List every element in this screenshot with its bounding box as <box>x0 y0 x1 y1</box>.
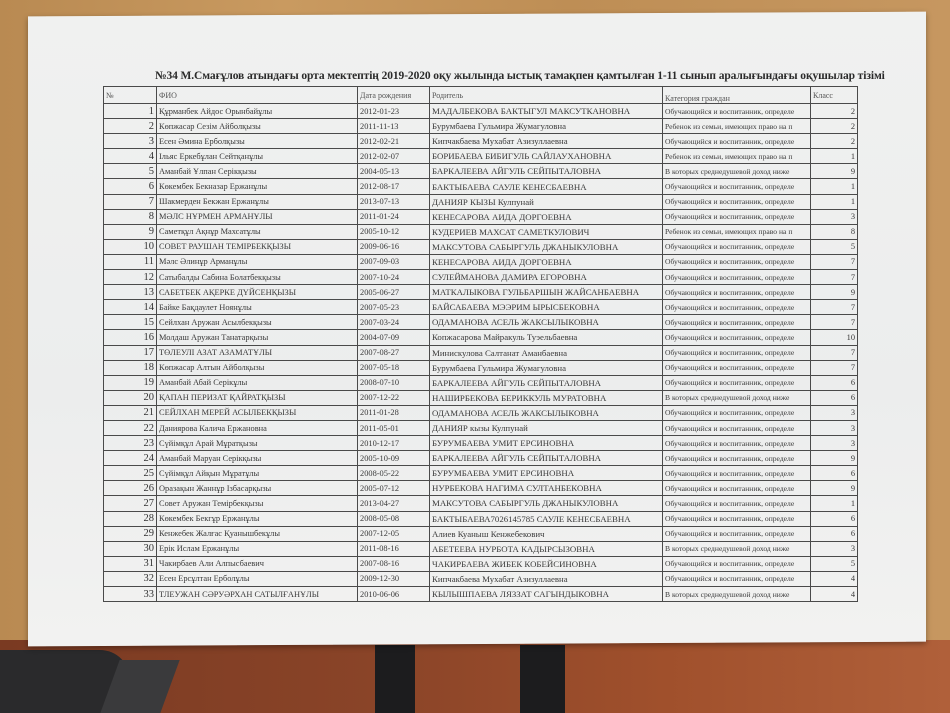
cell-fio: Көпжасар Сезім Айболқызы <box>157 119 358 134</box>
cell-date: 2007-10-24 <box>358 270 430 285</box>
table-row <box>104 164 858 179</box>
table-row <box>104 119 858 134</box>
cell-no: 21 <box>104 405 157 420</box>
cell-date: 2005-10-12 <box>358 224 430 239</box>
cell-fio: Молдаш Аружан Танатарқызы <box>157 330 358 345</box>
cell-date: 2007-12-05 <box>358 526 430 541</box>
cell-class: 3 <box>811 420 858 435</box>
column-header-date: Дата рождения <box>358 87 430 104</box>
cell-parent: БУРУМБАЕВА УМИТ ЕРСИНОВНА <box>430 466 663 481</box>
cell-date: 2013-04-27 <box>358 496 430 511</box>
column-header-class: Класс <box>811 87 858 104</box>
cell-class: 9 <box>811 451 858 466</box>
table-row <box>104 270 858 285</box>
cell-class: 2 <box>811 119 858 134</box>
cell-fio: Ерік Ислам Ержанұлы <box>157 541 358 556</box>
cell-category: Обучающийся и воспитанник, определе <box>663 345 811 360</box>
cell-date: 2011-01-28 <box>358 405 430 420</box>
cell-fio: Сүйімқұл Айқын Мұратұлы <box>157 466 358 481</box>
table-row <box>104 405 858 420</box>
cell-no: 6 <box>104 179 157 194</box>
column-header-parent: Родитель <box>430 87 663 104</box>
cell-no: 20 <box>104 390 157 405</box>
cell-category: Обучающийся и воспитанник, определе <box>663 360 811 375</box>
table-row <box>104 541 858 556</box>
cell-parent: НАШИРБЕКОВА БЕРИККУЛЬ МУРАТОВНА <box>430 390 663 405</box>
column-header-fio: ФИО <box>157 87 358 104</box>
table-row <box>104 556 858 571</box>
cell-date: 2007-08-27 <box>358 345 430 360</box>
cell-category: В которых среднедушевой доход ниже <box>663 164 811 179</box>
cell-no: 7 <box>104 194 157 209</box>
table-row <box>104 194 858 209</box>
cell-date: 2004-05-13 <box>358 164 430 179</box>
cell-fio: ТӨЛЕУЛІ АЗАТ АЗАМАТҰЛЫ <box>157 345 358 360</box>
cell-category: Обучающийся и воспитанник, определе <box>663 526 811 541</box>
cell-category: Обучающийся и воспитанник, определе <box>663 209 811 224</box>
chair-leg <box>375 645 415 713</box>
cell-no: 16 <box>104 330 157 345</box>
cell-class: 2 <box>811 134 858 149</box>
cell-parent: МАКСУТОВА САБЫРГУЛЬ ДЖАНЫКУЛОВНА <box>430 496 663 511</box>
cell-category: В которых среднедушевой доход ниже <box>663 541 811 556</box>
cell-class: 2 <box>811 104 858 119</box>
cell-no: 18 <box>104 360 157 375</box>
cell-fio: ҚАПАН ПЕРИЗАТ ҚАЙРАТҚЫЗЫ <box>157 390 358 405</box>
cell-parent: МАДАЛБЕКОВА БАКТЫГУЛ МАКСУТКАНОВНА <box>430 104 663 119</box>
cell-fio: Құрманбек Айдос Орынбайұлы <box>157 104 358 119</box>
cell-no: 26 <box>104 481 157 496</box>
cell-parent: ДАНИЯР кызы Кулпунай <box>430 420 663 435</box>
cell-category: Обучающийся и воспитанник, определе <box>663 330 811 345</box>
cell-class: 3 <box>811 436 858 451</box>
cell-no: 15 <box>104 315 157 330</box>
cell-fio: Есен Ерсұлтан Ерболұлы <box>157 571 358 586</box>
cell-parent: ЧАКИРБАЕВА ЖИБЕК КОБЕЙСИНОВНА <box>430 556 663 571</box>
table-row <box>104 526 858 541</box>
cell-no: 8 <box>104 209 157 224</box>
cell-parent: БАРКАЛЕЕВА АЙГУЛЬ СЕЙПЫТАЛОВНА <box>430 164 663 179</box>
cell-parent: ОДАМАНОВА АСЕЛЬ ЖАКСЫЛЫКОВНА <box>430 315 663 330</box>
cell-category: Ребенок из семьи, имеющих право на п <box>663 149 811 164</box>
cell-category: Обучающийся и воспитанник, определе <box>663 270 811 285</box>
cell-class: 6 <box>811 390 858 405</box>
cell-date: 2011-08-16 <box>358 541 430 556</box>
cell-category: Обучающийся и воспитанник, определе <box>663 254 811 269</box>
cell-parent: КУДЕРИЕВ МАХСАТ САМЕТКУЛОВИЧ <box>430 224 663 239</box>
cell-category: Обучающийся и воспитанник, определе <box>663 496 811 511</box>
cell-class: 3 <box>811 405 858 420</box>
table-row <box>104 466 858 481</box>
table-row <box>104 345 858 360</box>
table-row <box>104 375 858 390</box>
cell-category: Обучающийся и воспитанник, определе <box>663 239 811 254</box>
cell-no: 14 <box>104 300 157 315</box>
table-row <box>104 224 858 239</box>
cell-class: 6 <box>811 526 858 541</box>
table-row <box>104 390 858 405</box>
cell-class: 5 <box>811 239 858 254</box>
cell-date: 2007-09-03 <box>358 254 430 269</box>
cell-date: 2004-07-09 <box>358 330 430 345</box>
cell-class: 6 <box>811 466 858 481</box>
cell-parent: МАТКАЛЫКОВА ГУЛЬБАРШЫН ЖАЙСАНБАЕВНА <box>430 285 663 300</box>
table-row <box>104 179 858 194</box>
cell-date: 2005-06-27 <box>358 285 430 300</box>
cell-fio: Сүйімқұл Арай Мұратқызы <box>157 436 358 451</box>
cell-category: Обучающийся и воспитанник, определе <box>663 179 811 194</box>
cell-fio: МӘЛС НҰРМЕН АРМАНҰЛЫ <box>157 209 358 224</box>
cell-category: Обучающийся и воспитанник, определе <box>663 451 811 466</box>
table-row <box>104 104 858 119</box>
cell-no: 31 <box>104 556 157 571</box>
cell-fio: Байке Бақдаулет Ноянұлы <box>157 300 358 315</box>
cell-fio: Даниярова Калича Ержановна <box>157 420 358 435</box>
cell-parent: ДАНИЯР КЫЗЫ Кулпунай <box>430 194 663 209</box>
cell-category: Обучающийся и воспитанник, определе <box>663 134 811 149</box>
cell-class: 4 <box>811 587 858 602</box>
cell-fio: Сатыбалды Сабина Болатбекқызы <box>157 270 358 285</box>
cell-class: 9 <box>811 481 858 496</box>
cell-category: В которых среднедушевой доход ниже <box>663 587 811 602</box>
cell-date: 2010-12-17 <box>358 436 430 451</box>
table-row <box>104 481 858 496</box>
cell-fio: Көкембек Бекназар Ержанұлы <box>157 179 358 194</box>
cell-parent: КЫЛЫШПАЕВА ЛЯЗЗАТ САГЫНДЫКОВНА <box>430 587 663 602</box>
cell-no: 11 <box>104 254 157 269</box>
cell-class: 6 <box>811 375 858 390</box>
cell-fio: Аманбай Ұлпан Серікқызы <box>157 164 358 179</box>
cell-no: 32 <box>104 571 157 586</box>
cell-category: Обучающийся и воспитанник, определе <box>663 194 811 209</box>
table-row <box>104 360 858 375</box>
cell-date: 2007-05-23 <box>358 300 430 315</box>
cell-class: 7 <box>811 345 858 360</box>
cell-parent: Бурумбаева Гульмира Жумагуловна <box>430 360 663 375</box>
cell-class: 1 <box>811 149 858 164</box>
table-row <box>104 209 858 224</box>
cell-category: Обучающийся и воспитанник, определе <box>663 571 811 586</box>
cell-class: 4 <box>811 571 858 586</box>
cell-no: 24 <box>104 451 157 466</box>
cell-category: Ребенок из семьи, имеющих право на п <box>663 224 811 239</box>
cell-class: 7 <box>811 315 858 330</box>
cell-date: 2007-08-16 <box>358 556 430 571</box>
cell-date: 2009-06-16 <box>358 239 430 254</box>
cell-date: 2011-11-13 <box>358 119 430 134</box>
cell-no: 23 <box>104 436 157 451</box>
cell-no: 12 <box>104 270 157 285</box>
cell-no: 2 <box>104 119 157 134</box>
cell-parent: МАКСУТОВА САБЫРГУЛЬ ДЖАНЫКУЛОВНА <box>430 239 663 254</box>
cell-class: 1 <box>811 194 858 209</box>
cell-fio: Есен Әмина Ерболқызы <box>157 134 358 149</box>
cell-date: 2013-07-13 <box>358 194 430 209</box>
cell-class: 1 <box>811 496 858 511</box>
cell-fio: Совет Аружан Темірбекқызы <box>157 496 358 511</box>
cell-fio: Аманбай Маруан Серікқызы <box>157 451 358 466</box>
cell-class: 7 <box>811 254 858 269</box>
cell-category: Обучающийся и воспитанник, определе <box>663 285 811 300</box>
cell-class: 7 <box>811 300 858 315</box>
cell-category: Обучающийся и воспитанник, определе <box>663 511 811 526</box>
cell-fio: Көкембек Бекгұр Ержанұлы <box>157 511 358 526</box>
cell-no: 3 <box>104 134 157 149</box>
cell-parent: НУРБЕКОВА НАГИМА СУЛТАНБЕКОВНА <box>430 481 663 496</box>
cell-category: Обучающийся и воспитанник, определе <box>663 375 811 390</box>
cell-category: В которых среднедушевой доход ниже <box>663 390 811 405</box>
cell-parent: БАКТЫБАЕВА7026145785 САУЛЕ КЕНЕСБАЕВНА <box>430 511 663 526</box>
cell-parent: БАРКАЛЕЕВА АЙГУЛЬ СЕЙПЫТАЛОВНА <box>430 375 663 390</box>
cell-fio: Саметқұл Ақнұр Махсатұлы <box>157 224 358 239</box>
cell-date: 2010-06-06 <box>358 587 430 602</box>
table-row <box>104 496 858 511</box>
table-row <box>104 300 858 315</box>
cell-fio: Шакмерден Бекжан Ержанұлы <box>157 194 358 209</box>
column-header-category: Категория граждан <box>663 87 811 104</box>
cell-parent: БАКТЫБАЕВА САУЛЕ КЕНЕСБАЕВНА <box>430 179 663 194</box>
cell-date: 2007-05-18 <box>358 360 430 375</box>
cell-fio: ТЛЕУЖАН СӘРУӘРХАН САТЫЛҒАНҰЛЫ <box>157 587 358 602</box>
cell-date: 2008-05-08 <box>358 511 430 526</box>
cell-category: Обучающийся и воспитанник, определе <box>663 315 811 330</box>
cell-class: 5 <box>811 556 858 571</box>
table-row <box>104 451 858 466</box>
cell-fio: Кенжебек Жалғас Қуанышбекұлы <box>157 526 358 541</box>
cell-category: Обучающийся и воспитанник, определе <box>663 420 811 435</box>
cell-no: 28 <box>104 511 157 526</box>
cell-no: 25 <box>104 466 157 481</box>
table-row <box>104 587 858 602</box>
cell-no: 19 <box>104 375 157 390</box>
cell-fio: Чакирбаев Али Алпысбаевич <box>157 556 358 571</box>
table-row <box>104 285 858 300</box>
cell-parent: Алиев Куаныш Кенжебекович <box>430 526 663 541</box>
cell-date: 2007-12-22 <box>358 390 430 405</box>
table-row <box>104 511 858 526</box>
cell-category: Ребенок из семьи, имеющих право на п <box>663 119 811 134</box>
cell-fio: Көпжасар Алтын Айболқызы <box>157 360 358 375</box>
table-row <box>104 134 858 149</box>
cell-date: 2012-08-17 <box>358 179 430 194</box>
cell-no: 33 <box>104 587 157 602</box>
table-row <box>104 330 858 345</box>
cell-date: 2008-05-22 <box>358 466 430 481</box>
cell-no: 17 <box>104 345 157 360</box>
cell-class: 7 <box>811 360 858 375</box>
cell-parent: Минискулова Салтанат Аманбаевна <box>430 345 663 360</box>
cell-no: 13 <box>104 285 157 300</box>
cell-date: 2011-01-24 <box>358 209 430 224</box>
cell-date: 2012-02-21 <box>358 134 430 149</box>
cell-no: 5 <box>104 164 157 179</box>
cell-no: 30 <box>104 541 157 556</box>
cell-parent: СУЛЕЙМАНОВА ДАМИРА ЕГОРОВНА <box>430 270 663 285</box>
column-header-no: № <box>104 87 157 104</box>
cell-date: 2005-10-09 <box>358 451 430 466</box>
cell-parent: Кипчакбаева Мухабат Азизуллаевна <box>430 134 663 149</box>
cell-fio: СЕЙЛХАН МЕРЕЙ АСЫЛБЕКҚЫЗЫ <box>157 405 358 420</box>
cell-parent: БУРУМБАЕВА УМИТ ЕРСИНОВНА <box>430 436 663 451</box>
cell-fio: Оразақын Жаннұр Ізбасарқызы <box>157 481 358 496</box>
table-row <box>104 149 858 164</box>
cell-class: 9 <box>811 285 858 300</box>
table-row <box>104 571 858 586</box>
cell-class: 9 <box>811 164 858 179</box>
cell-date: 2008-07-10 <box>358 375 430 390</box>
table-row <box>104 315 858 330</box>
cell-date: 2012-02-07 <box>358 149 430 164</box>
cell-class: 8 <box>811 224 858 239</box>
cell-parent: Бурумбаева Гульмира Жумагуловна <box>430 119 663 134</box>
cell-category: Обучающийся и воспитанник, определе <box>663 405 811 420</box>
cell-class: 3 <box>811 541 858 556</box>
student-roster-table <box>103 86 858 602</box>
cell-date: 2012-01-23 <box>358 104 430 119</box>
cell-parent: КЕНЕСАРОВА АИДА ДОРГОЕВНА <box>430 254 663 269</box>
cell-fio: САБЕТБЕК АҚЕРКЕ ДҮЙСЕНҚЫЗЫ <box>157 285 358 300</box>
cell-fio: Ільяс Еркебұлан Сейтқанұлы <box>157 149 358 164</box>
cell-category: Обучающийся и воспитанник, определе <box>663 300 811 315</box>
document-title: №34 М.Смағұлов атындағы орта мектептің 2019-2020 оқу жылында ыстық тамақпен қамтылған 1-11 сынып аралығындағы оқушылар тізімі <box>155 70 885 82</box>
cell-date: 2005-07-12 <box>358 481 430 496</box>
cell-class: 3 <box>811 209 858 224</box>
cell-date: 2007-03-24 <box>358 315 430 330</box>
cell-class: 1 <box>811 179 858 194</box>
cell-category: Обучающийся и воспитанник, определе <box>663 481 811 496</box>
cell-no: 22 <box>104 420 157 435</box>
cell-category: Обучающийся и воспитанник, определе <box>663 436 811 451</box>
table-header-row <box>104 87 858 104</box>
cell-parent: БОРИБАЕВА БИБИГУЛЬ САЙЛАУХАНОВНА <box>430 149 663 164</box>
cell-no: 4 <box>104 149 157 164</box>
cell-category: Обучающийся и воспитанник, определе <box>663 466 811 481</box>
table-row <box>104 254 858 269</box>
chair-leg <box>520 645 565 713</box>
cell-fio: Аманбай Абай Серікұлы <box>157 375 358 390</box>
cell-parent: ОДАМАНОВА АСЕЛЬ ЖАКСЫЛЫКОВНА <box>430 405 663 420</box>
cell-fio: Мәлс Әлинұр Арманұлы <box>157 254 358 269</box>
table-body <box>104 104 858 602</box>
cell-class: 6 <box>811 511 858 526</box>
cell-parent: Копжасарова Майракуль Туэельбаевна <box>430 330 663 345</box>
cell-date: 2009-12-30 <box>358 571 430 586</box>
table-row <box>104 420 858 435</box>
cell-parent: КЕНЕСАРОВА АИДА ДОРГОЕВНА <box>430 209 663 224</box>
cell-parent: Кипчакбаева Мухабат Азизуллаевна <box>430 571 663 586</box>
cell-no: 9 <box>104 224 157 239</box>
cell-fio: Сейлхан Аружан Асылбекқызы <box>157 315 358 330</box>
cell-no: 29 <box>104 526 157 541</box>
cell-parent: БАРКАЛЕЕВА АЙГУЛЬ СЕЙПЫТАЛОВНА <box>430 451 663 466</box>
cell-class: 7 <box>811 270 858 285</box>
cell-category: Обучающийся и воспитанник, определе <box>663 104 811 119</box>
cell-category: Обучающийся и воспитанник, определе <box>663 556 811 571</box>
cell-class: 10 <box>811 330 858 345</box>
table-row <box>104 436 858 451</box>
cell-fio: СОВЕТ РАУШАН ТЕМІРБЕКҚЫЗЫ <box>157 239 358 254</box>
cell-parent: АБЕТЕЕВА НУРБОТА КАДЫРСЫЗОВНА <box>430 541 663 556</box>
cell-no: 1 <box>104 104 157 119</box>
cell-no: 10 <box>104 239 157 254</box>
cell-date: 2011-05-01 <box>358 420 430 435</box>
cell-parent: БАЙСАБАЕВА МЭЭРИМ ЫРЫСБЕКОВНА <box>430 300 663 315</box>
table-row <box>104 239 858 254</box>
cell-no: 27 <box>104 496 157 511</box>
